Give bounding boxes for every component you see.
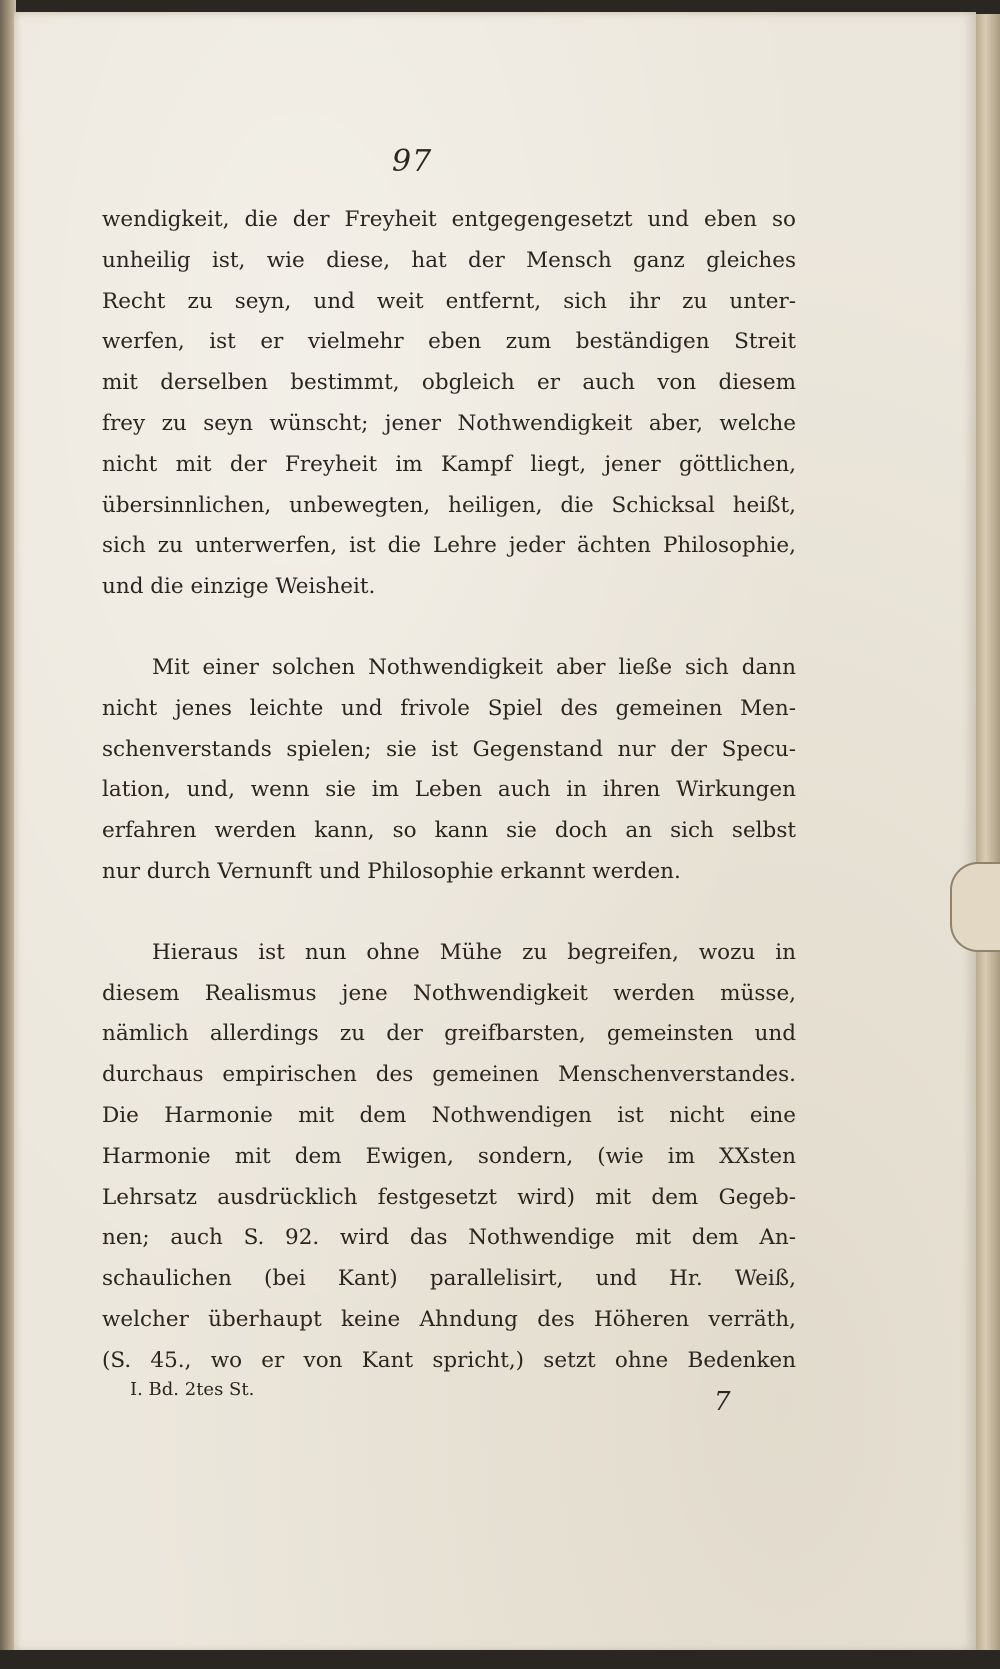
page-fore-edge	[976, 14, 1000, 1654]
scan-bottom-border	[0, 1650, 1000, 1669]
text-line: Lehrsatz ausdrücklich festgesetzt wird) mit dem Gegeb-	[102, 1184, 796, 1210]
text-line: mit derselben bestimmt, obgleich er auch von diesem	[102, 370, 796, 396]
text-line: nicht jenes leichte und frivole Spiel des gemeinen Men-	[102, 695, 796, 721]
text-line: erfahren werden kann, so kann sie doch an sich selbst	[102, 818, 796, 844]
paragraph-gap	[102, 608, 796, 648]
sheet-signature: I. Bd. 2tes St.	[130, 1379, 255, 1400]
text-line: durchaus empirischen des gemeinen Menschenverstandes.	[102, 1062, 796, 1088]
text-line: wendigkeit, die der Freyheit entgegengesetzt und eben so	[102, 207, 796, 232]
paragraph-gap	[102, 893, 796, 933]
text-line: unheilig ist, wie diese, hat der Mensch ganz gleiches	[102, 247, 796, 273]
text-line: schaulichen (bei Kant) parallelisirt, und Hr. Weiß,	[102, 1266, 796, 1292]
text-line: (S. 45., wo er von Kant spricht,) setzt ohne Bedenken	[102, 1347, 796, 1373]
page-number: 97	[392, 144, 433, 179]
text-line: werfen, ist er vielmehr eben zum beständigen Streit	[102, 329, 796, 355]
text-line: welcher überhaupt keine Ahndung des Höheren verräth,	[102, 1306, 796, 1332]
text-line: Mit einer solchen Nothwendigkeit aber ließe sich dann	[152, 654, 796, 680]
text-line: schenverstands spielen; sie ist Gegenstand nur der Specu-	[102, 736, 796, 762]
paragraph-1	[102, 200, 796, 608]
text-line: Die Harmonie mit dem Nothwendigen ist nicht eine	[102, 1102, 796, 1128]
text-line: lation, und, wenn sie im Leben auch in ihren Wirkungen	[102, 777, 796, 803]
page-tab-marker	[950, 862, 1000, 952]
text-line: frey zu seyn wünscht; jener Nothwendigkeit aber, welche	[102, 410, 796, 436]
body-text	[102, 200, 796, 1382]
sheet-number: 7	[714, 1387, 731, 1417]
text-line: und die einzige Weisheit.	[102, 574, 376, 600]
text-line: diesem Realismus jene Nothwendigkeit werden müsse,	[102, 980, 796, 1006]
paragraph-3	[102, 933, 796, 1382]
text-line: Harmonie mit dem Ewigen, sondern, (wie im XXsten	[102, 1143, 796, 1169]
text-line: nen; auch S. 92. wird das Nothwendige mit dem An-	[102, 1225, 796, 1251]
text-line: Hieraus ist nun ohne Mühe zu begreifen, wozu in	[152, 939, 796, 965]
text-line: übersinnlichen, unbewegten, heiligen, die Schicksal heißt,	[102, 492, 796, 518]
text-line: nicht mit der Freyheit im Kampf liegt, jener göttlichen,	[102, 451, 796, 477]
text-line: nur durch Vernunft und Philosophie erkannt werden.	[102, 858, 681, 884]
text-line: sich zu unterwerfen, ist die Lehre jeder ächten Philosophie,	[102, 533, 796, 559]
text-line: nämlich allerdings zu der greifbarsten, gemeinsten und	[102, 1021, 796, 1047]
text-line: Recht zu seyn, und weit entfernt, sich ihr zu unter-	[102, 288, 796, 314]
paragraph-2	[102, 648, 796, 893]
